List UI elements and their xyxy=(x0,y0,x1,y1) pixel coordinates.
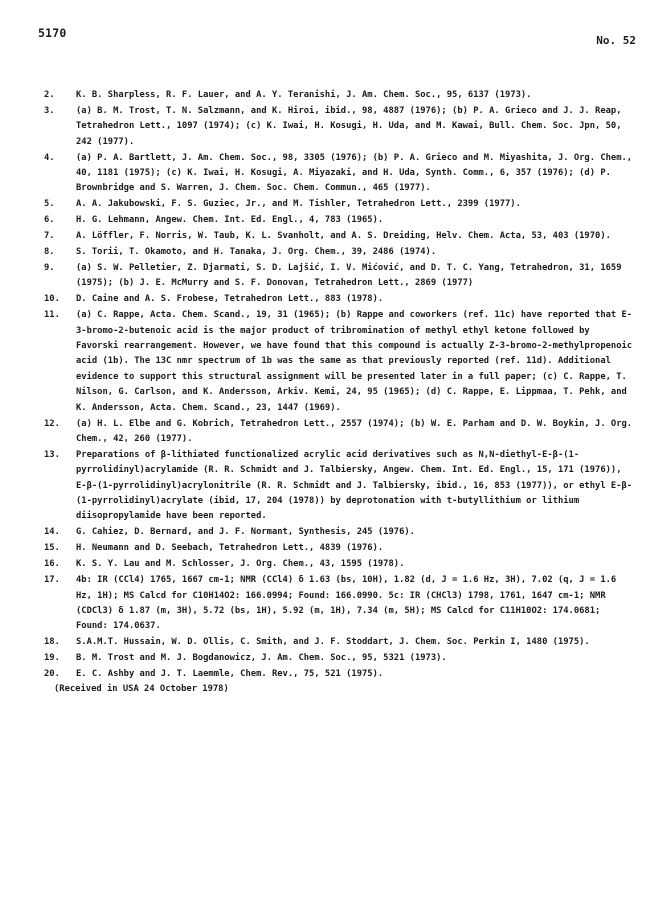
reference-text: (a) C. Rappe, Acta. Chem. Scand., 19, 31 (1965); (b) Rappe and coworkers (ref. 11c) have reported that E-3-bromo-2-butenoic acid is the major product of tribromination of methyl ethyl ketone followed by Favorski rearrangement. However, we have found that this compound is actually Z-3-bromo-2-methylpropenoic acid (1b). The 13C nmr spectrum of 1b was the same as that previously reported (ref. 11d). Additional evidence to support this structural assignment will be presented later in a full paper; (c) C. Rappe, T. Nilson, G. Carlson, and K. Andersson, Arkiv. Kemi, 24, 95 (1965); (d) C. Rappe, E. Lippmaa, T. Pehk, and K. Andersson, Acta. Chem. Scand., 23, 1447 (1969). xyxy=(76,310,633,413)
reference-number: 18. xyxy=(44,637,60,648)
reference-item xyxy=(40,151,634,197)
reference-text: K. S. Y. Lau and M. Schlosser, J. Org. Chem., 43, 1595 (1978). xyxy=(76,559,405,570)
page-number: 5170 xyxy=(38,26,67,40)
reference-text: S. Torii, T. Okamoto, and H. Tanaka, J. Org. Chem., 39, 2486 (1974). xyxy=(76,247,437,258)
reference-text: 4b: IR (CCl4) 1765, 1667 cm-1; NMR (CCl4) δ 1.63 (bs, 10H), 1.82 (d, J = 1.6 Hz, 3H), 7.02 (q, J = 1.6 Hz, 1H); MS Calcd for C10H14O2: 166.0994; Found: 166.0990. 5c: IR (CHCl3) 1798, 1761, 1647 cm-1; NMR (CDCl3) δ 1.87 (m, 3H), 5.72 (bs, 1H), 5.92 (m, 1H), 7.34 (m, 5H); MS Calcd for C11H10O2: 174.0681; Found: 174.0637. xyxy=(76,575,617,632)
reference-number: 11. xyxy=(44,310,60,321)
reference-item xyxy=(40,88,634,103)
reference-item xyxy=(40,635,634,650)
reference-item xyxy=(40,261,634,292)
reference-number: 3. xyxy=(44,105,55,116)
reference-number: 12. xyxy=(44,418,60,429)
reference-item xyxy=(40,292,634,307)
reference-number: 20. xyxy=(44,669,60,680)
reference-item xyxy=(40,245,634,260)
reference-text: K. B. Sharpless, R. F. Lauer, and A. Y. Teranishi, J. Am. Chem. Soc., 95, 6137 (1973). xyxy=(76,90,532,100)
reference-item xyxy=(40,448,634,525)
reference-number: 17. xyxy=(44,575,60,586)
reference-text: Preparations of β-lithiated functionalized acrylic acid derivatives such as N,N-diethyl-E-β-(1-pyrrolidinyl)acrylamide (R. R. Schmidt and J. Talbiersky, Angew. Chem. Int. Ed. Engl., 15, 171 (1976)), E-β-(1-pyrrolidinyl)acrylonitrile (R. R. Schmidt and J. Talbiersky, ibid., 16, 853 (1977)), or ethyl E-β-(1-pyrrolidinyl)acrylate (ibid, 17, 204 (1978)) by deprotonation with t-butyllithium or lithium diisopropylamide have been reported. xyxy=(76,449,633,522)
reference-item xyxy=(40,213,634,228)
reference-number: 9. xyxy=(44,262,55,273)
reference-number: 4. xyxy=(44,152,55,163)
reference-number: 10. xyxy=(44,294,60,305)
reference-number: 2. xyxy=(44,90,55,100)
reference-number: 7. xyxy=(44,231,55,242)
reference-text: A. Löffler, F. Norris, W. Taub, K. L. Svanholt, and A. S. Dreiding, Helv. Chem. Acta, 53, 403 (1970). xyxy=(76,231,611,242)
reference-item xyxy=(40,525,634,540)
reference-text: H. Neumann and D. Seebach, Tetrahedron Lett., 4839 (1976). xyxy=(76,543,384,554)
reference-item xyxy=(40,229,634,244)
reference-number: 6. xyxy=(44,215,55,226)
reference-text: S.A.M.T. Hussain, W. D. Ollis, C. Smith, and J. F. Stoddart, J. Chem. Soc. Perkin I, 1480 (1975). xyxy=(76,637,590,648)
reference-item xyxy=(40,667,634,682)
reference-text: H. G. Lehmann, Angew. Chem. Int. Ed. Engl., 4, 783 (1965). xyxy=(76,215,384,226)
reference-text: G. Cahiez, D. Bernard, and J. F. Normant, Synthesis, 245 (1976). xyxy=(76,527,415,538)
reference-item xyxy=(40,651,634,666)
reference-text: (a) B. M. Trost, T. N. Salzmann, and K. Hiroi, ibid., 98, 4887 (1976); (b) P. A. Grieco and J. J. Reap, Tetrahedron Lett., 1097 (1974); (c) K. Iwai, H. Kosugi, H. Uda, and M. Kawai, Bull. Chem. Soc. Jpn, 50, 242 (1977). xyxy=(76,105,622,147)
reference-number: 16. xyxy=(44,559,60,570)
reference-text: A. A. Jakubowski, F. S. Guziec, Jr., and M. Tishler, Tetrahedron Lett., 2399 (1977). xyxy=(76,199,521,210)
reference-number: 8. xyxy=(44,247,55,258)
reference-item xyxy=(40,417,634,448)
reference-text: (a) S. W. Pelletier, Z. Djarmati, S. D. Lajšić, I. V. Mićović, and D. T. C. Yang, Tetrahedron, 31, 1659 (1975); (b) J. E. McMurry and S. F. Donovan, Tetrahedron Lett., 2869 (1977) xyxy=(76,262,622,289)
received-date: (Received in USA 24 October 1978) xyxy=(54,683,229,694)
reference-list xyxy=(40,88,634,697)
reference-text: E. C. Ashby and J. T. Laemmle, Chem. Rev., 75, 521 (1975). xyxy=(76,669,384,680)
reference-number: 5. xyxy=(44,199,55,210)
reference-item xyxy=(40,308,634,416)
reference-item xyxy=(40,573,634,635)
reference-number: 19. xyxy=(44,653,60,664)
reference-number: 13. xyxy=(44,449,60,460)
reference-text: B. M. Trost and M. J. Bogdanowicz, J. Am. Chem. Soc., 95, 5321 (1973). xyxy=(76,653,447,664)
reference-number: 15. xyxy=(44,543,60,554)
reference-item xyxy=(40,541,634,556)
reference-text: (a) H. L. Elbe and G. Kobrich, Tetrahedron Lett., 2557 (1974); (b) W. E. Parham and D. W. Boykin, J. Org. Chem., 42, 260 (1977). xyxy=(76,418,633,444)
reference-number: 14. xyxy=(44,527,60,538)
reference-item xyxy=(40,197,634,212)
reference-item xyxy=(40,104,634,150)
reference-text: D. Caine and A. S. Frobese, Tetrahedron Lett., 883 (1978). xyxy=(76,294,384,305)
reference-text: (a) P. A. Bartlett, J. Am. Chem. Soc., 98, 3305 (1976); (b) P. A. Grieco and M. Miyashita, J. Org. Chem., 40, 1181 (1975); (c) K. Iwai, H. Kosugi, A. Miyazaki, and H. Uda, Synth. Comm., 6, 357 (1976); (d) P. Brownbridge and S. Warren, J. Chem. Soc. Chem. Commun., 465 (1977). xyxy=(76,152,633,194)
reference-item xyxy=(40,557,634,572)
issue-number: No. 52 xyxy=(596,34,636,47)
